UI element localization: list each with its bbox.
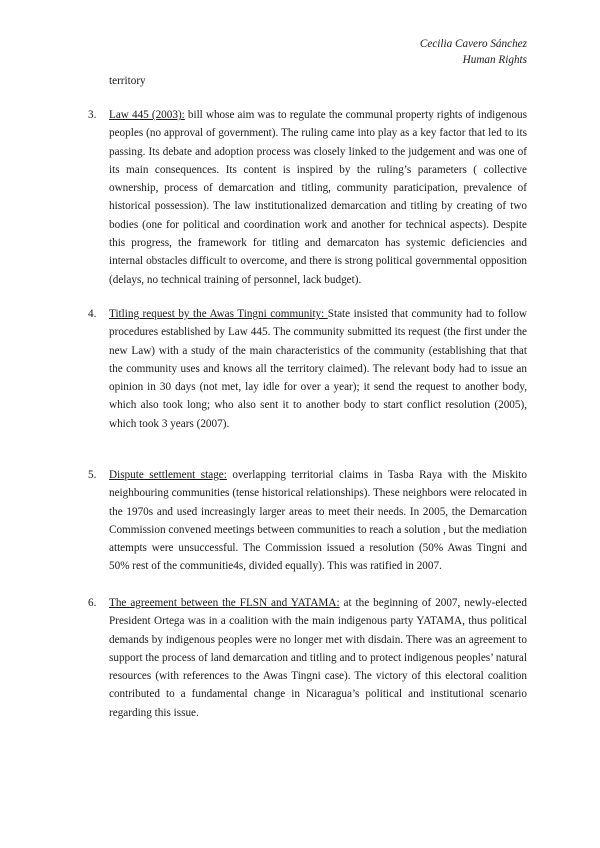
header-author: Cecilia Cavero Sánchez [419, 38, 527, 50]
item-number: 5. [88, 469, 97, 481]
item-text: State insisted that community had to follow procedures established by Law 445. The community submitted its request (the first under the new Law) with a study of the main characteristics of the community (establishing that that the community uses and knows all the territory claimed). The relevant body had to issue an opinion in 30 days (not met, lay idle for over a year); it send the request to another body, which also took long; who also sent it to another body to start conflict resolution (2005), which took 3 years (2007). [109, 308, 528, 430]
item-body [109, 305, 527, 433]
list-item [88, 594, 527, 722]
page-header [420, 36, 527, 68]
item-title: Dispute settlement stage: [109, 469, 227, 481]
item-title: The agreement between the FLSN and YATAMA: [109, 597, 340, 609]
header-subject: Human Rights [462, 54, 527, 66]
item-number: 4. [88, 308, 97, 320]
item-body [109, 106, 527, 289]
list-item [88, 466, 527, 576]
item-body [109, 466, 527, 576]
item-title: Law 445 (2003): [109, 109, 185, 121]
item-body [109, 594, 527, 722]
item-text: bill whose aim was to regulate the communal property rights of indigenous peoples (no approval of government). The ruling came into play as a key factor that led to its passing. Its debate and adoption process was closely linked to the judgement and was one of its main consequences. Its content is inspired by the ruling’s parameters ( collective ownership, process of demarcation and titling, community paraticipation, prevalence of historical possession). The law institutionalized demarcation and titling by creating of two bodies (one for political and coordination work and another for technical aspects). Despite this progress, the framework for titling and demarcaton has systemic deficiencies and internal obstacles difficult to overcome, and there is strong political governmental opposition (delays, no technical training of personnel, lack budget). [109, 109, 527, 286]
continuation-text: territory [109, 75, 146, 87]
item-title: Titling request by the Awas Tingni community: [109, 308, 328, 320]
item-text: at the beginning of 2007, newly-elected President Ortega was in a coalition with the main indigenous party YATAMA, thus political demands by indigenous peoples were no longer met with disdain. There was an agreement to support the process of land demarcation and titling and to protect indigenous peoples’ natural resources (with references to the Awas Tingni case). The victory of this electoral coalition contributed to a fundamental change in Nicaragua’s political and institutional scenario regarding this issue. [109, 597, 527, 719]
list-item [88, 305, 527, 433]
item-number: 3. [88, 109, 97, 121]
list-item [88, 106, 527, 289]
item-text: overlapping territorial claims in Tasba Raya with the Miskito neighbouring communities (tense historical relationships). These neighbors were relocated in the 1970s and used increasingly larger areas to meet their needs. In 2005, the Demarcation Commission convened meetings between communities to reach a solution , but the mediation attempts were unsuccessful. The Commission issued a resolution (50% Awas Tingni and 50% rest of the communitie4s, divided equally). This was ratified in 2007. [109, 469, 527, 573]
item-number: 6. [88, 597, 97, 609]
